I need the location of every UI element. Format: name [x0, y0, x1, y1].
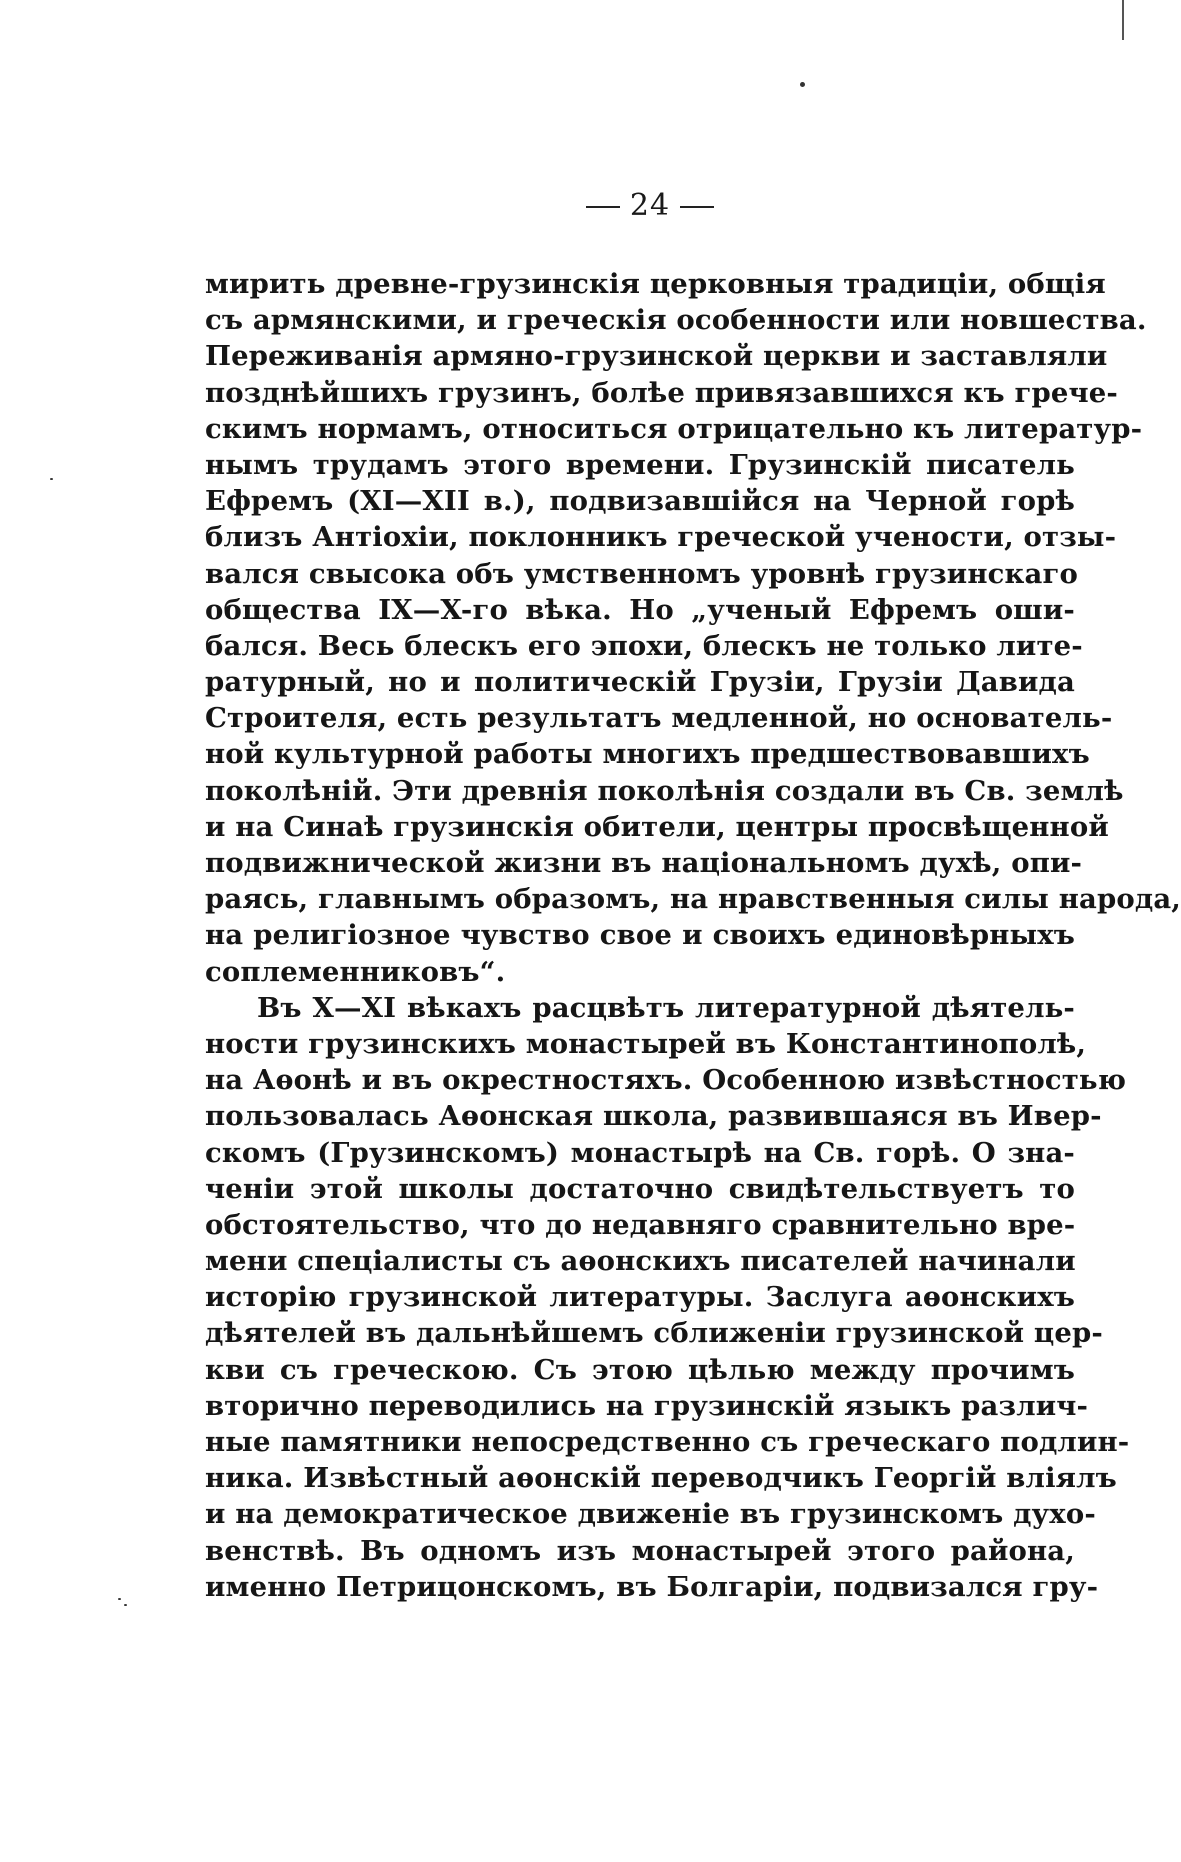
text-line: исторію грузинской литературы. Заслуга аѳонскихъ: [205, 1281, 1075, 1314]
text-line: и на Синаѣ грузинскія обители, центры просвѣщенной: [205, 810, 1109, 843]
text-line: Ефремъ (XI—XII в.), подвизавшійся на Черной горѣ: [205, 485, 1075, 518]
page-number-value: 24: [629, 188, 671, 223]
text-line: вторично переводились на грузинскій языкъ различ-: [205, 1389, 1089, 1422]
page-number-dash-left: [586, 206, 620, 208]
text-line: позднѣйшихъ грузинъ, болѣе привязавшихся къ грече-: [205, 376, 1118, 409]
text-line: скимъ нормамъ, относиться отрицательно къ литератур-: [205, 412, 1143, 445]
text-line: вался свысока объ умственномъ уровнѣ грузинскаго: [205, 557, 1078, 590]
text-line: ченіи этой школы достаточно свидѣтельствуетъ то: [205, 1172, 1075, 1205]
text-line: обстоятельство, что до недавняго сравнительно вре-: [205, 1208, 1076, 1241]
text-line: на религіозное чувство свое и своихъ единовѣрныхъ: [205, 919, 1075, 952]
text-line: мени спеціалисты съ аѳонскихъ писателей начинали: [205, 1245, 1076, 1278]
print-speck: [118, 1598, 121, 1600]
body-text: [205, 266, 1181, 1605]
print-speck: [50, 478, 53, 480]
text-line: мирить древне-грузинскія церковныя традиціи, общія: [205, 268, 1106, 300]
text-line: близъ Антіохіи, поклонникъ греческой учености, отзы-: [205, 521, 1117, 554]
page-edge-mark: [1122, 0, 1124, 40]
text-line: съ армянскими, и греческія особенности или новшества.: [205, 304, 1147, 337]
text-line: на Аѳонѣ и въ окрестностяхъ. Особенною извѣстностью: [205, 1064, 1127, 1097]
page-number-dash-right: [680, 206, 714, 208]
text-line: дѣятелей въ дальнѣйшемъ сближеніи грузинской цер-: [205, 1317, 1103, 1350]
text-line: пользовалась Аѳонская школа, развившаяся въ Ивер-: [205, 1100, 1102, 1133]
text-line: Строителя, есть результатъ медленной, но основатель-: [205, 702, 1113, 735]
text-line: кви съ греческою. Съ этою цѣлью между прочимъ: [205, 1353, 1075, 1386]
text-line: ности грузинскихъ монастырей въ Константинополѣ,: [205, 1027, 1087, 1060]
text-line: ные памятники непосредственно съ греческаго подлин-: [205, 1426, 1130, 1458]
text-line: подвижнической жизни въ національномъ духѣ, опи-: [205, 847, 1083, 879]
text-line: бался. Весь блескъ его эпохи, блескъ не только лите-: [205, 629, 1083, 662]
text-line: раясь, главнымъ образомъ, на нравственныя силы народа,: [205, 883, 1181, 916]
text-line: общества IX—X-го вѣка. Но „ученый Ефремъ оши-: [205, 593, 1075, 626]
text-line: ной культурной работы многихъ предшествовавшихъ: [205, 738, 1090, 771]
text-line-paragraph-start: Въ X—XI вѣкахъ расцвѣтъ литературной дѣятель-: [257, 991, 1075, 1024]
print-speck: [124, 1604, 127, 1606]
text-line: скомъ (Грузинскомъ) монастырѣ на Св. горѣ. О зна-: [205, 1136, 1075, 1169]
text-line-paragraph-end: соплеменниковъ“.: [205, 955, 506, 988]
text-line: венствѣ. Въ одномъ изъ монастырей этого района,: [205, 1534, 1075, 1567]
text-line: Переживанія армяно-грузинской церкви и заставляли: [205, 340, 1108, 373]
text-line: именно Петрицонскомъ, въ Болгаріи, подвизался гру-: [205, 1570, 1099, 1603]
text-line: поколѣній. Эти древнія поколѣнія создали въ Св. землѣ: [205, 774, 1124, 807]
text-line: нымъ трудамъ этого времени. Грузинскій писатель: [205, 448, 1075, 481]
page-number: [540, 188, 760, 223]
print-speck: [800, 82, 805, 87]
text-line: ника. Извѣстный аѳонскій переводчикъ Георгій вліялъ: [205, 1462, 1117, 1495]
text-line: ратурный, но и политическій Грузіи, Грузіи Давида: [205, 666, 1075, 699]
text-line: и на демократическое движеніе въ грузинскомъ духо-: [205, 1498, 1096, 1531]
